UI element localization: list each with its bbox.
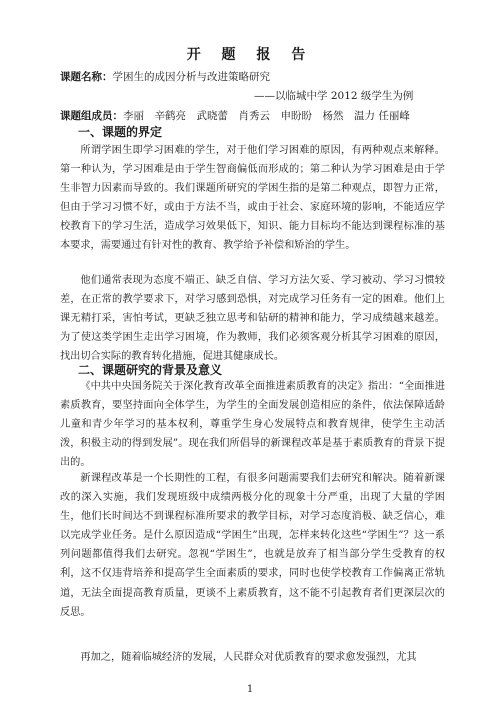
report-title: 开 题 报 告 [186,47,314,63]
section-heading-definition: 一、课题的界定 [78,125,163,139]
paragraph-background-3: 再加之，随着临城经济的发展，人民群众对优质教育的要求愈发强烈，尤其 [80,652,417,663]
paragraph-definition-2: 他们通常表现为态度不端正、缺乏自信、学习方法欠妥、学习被动、学习习惯较差，在正常的教学要求下，对学习感到恐惧，对完成学习任务有一定的困难。他们上课无精打采，害怕考试，更缺乏独立思考和钻研的精神和能力，学习成绩越来越差。为了使这类学困生走出学习困境，作为教师，我们必须客观分析其学习困难的原因，找出切合实际的教育转化措施，促进其健康成长。 [60,275,445,363]
topic-label: 课题名称： [60,71,113,83]
topic-subtitle: ——以临城中学 2012 级学生为例 [254,90,414,102]
members-label: 课题组成员： [60,110,123,122]
page-number: 1 [246,684,254,695]
members-value: 李丽 辛鹤亮 武晓蕾 肖秀云 申盼盼 杨然 温力 任丽峰 [123,110,410,122]
paragraph-definition-1: 所谓学困生即学习困难的学生，对于他们学习困难的原因，有两种观点来解释。第一种认为，学习困难是由于学生智商偏低而形成的；第二种认为学习困难是由于学生非智力因素而导致的。我们课题所研究的学困生指的是第二种观点，即智力正常，但由于学习习惯不好，或由于方法不当，或由于社会、家庭环境的影响，不能适应学校教育下的学习生活，造成学习效果低下，知识、能力目标均不能达到课程标准的基本要求，需要通过有针对性的教育、教学给予补偿和矫治的学生。 [60,145,445,252]
topic-line [60,69,270,84]
section-heading-background: 二、课题研究的背景及意义 [78,363,223,377]
members-line [60,108,410,123]
topic-value: 学困生的成因分析与改进策略研究 [112,71,270,83]
paragraph-background-2: 新课程改革是一个长期性的工程，有很多问题需要我们去研究和解决。随着新课改的深入实施，我们发现班级中成绩两极分化的现象十分严重，出现了大量的学困生，他们长时间达不到课程标准所要求的教学目标，对学习态度消极、缺乏信心，难以完成学业任务。是什么原因造成“学困生”出现，怎样来转化这些“学困生”？这一系列问题都值得我们去研究。忽视“学困生”，也就是放弃了相当部分学生受教育的权利，这不仅违背培养和提高学生全面素质的要求，同时也使学校教育工作偏离正常轨道，无法全面提高教育质量，更谈不上素质教育，这不能不引起教育者们更深层次的反思。 [60,473,445,618]
paragraph-background-1: 《中共中央国务院关于深化教育改革全面推进素质教育的决定》指出：“全面推进素质教育，要坚持面向全体学生，为学生的全面发展创造相应的条件，依法保障适龄儿童和青少年学习的基本权利，尊重学生身心发展特点和教育规律，使学生主动活泼，积极主动的得到发展”。现在我们所倡导的新课程改革是基于素质教育的背景下提出的。 [60,381,445,469]
